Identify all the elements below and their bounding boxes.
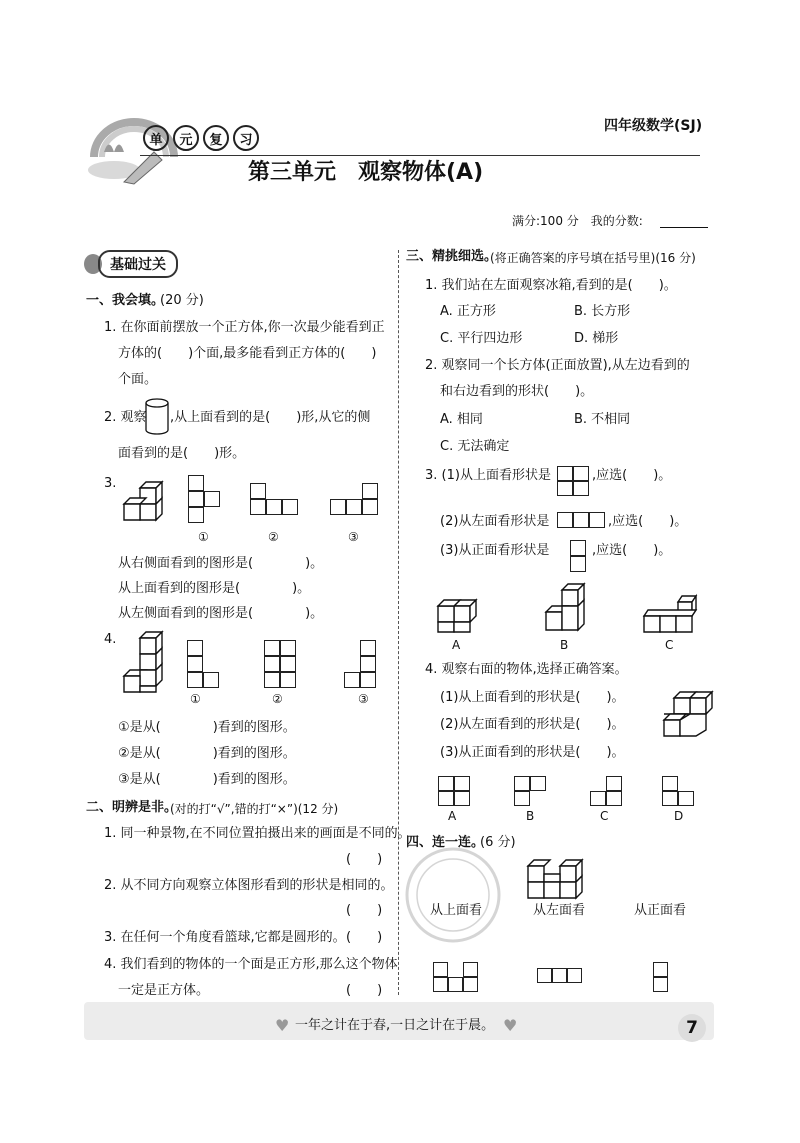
tf-paren-3: ( ) (346, 930, 383, 945)
q4-number: 4. (104, 632, 117, 647)
page-number (678, 1014, 706, 1042)
q3-answer-3: 从左侧面看到的图形是( )。 (118, 606, 324, 621)
grade-label: 四年级数学(SJ) (604, 118, 703, 134)
badge-char: 复 (203, 125, 229, 151)
mc-q3-3-text: (3)从正面看形状是 (440, 543, 550, 558)
q4-view-2 (264, 640, 296, 688)
badge-char: 习 (233, 125, 259, 151)
tf-item-4: 4. 我们看到的物体的一个面是正方形,那么这个物体 (104, 957, 398, 972)
match-view-top: 从上面看 (430, 903, 483, 918)
q4-answer-2: ②是从( )看到的图形。 (118, 746, 296, 761)
header-rule (140, 155, 700, 156)
mc-q4-option-b (514, 776, 546, 806)
q3-answer-2: 从上面看到的图形是( )。 (118, 581, 311, 596)
mc-q2-opt-b: B. 不相同 (574, 412, 631, 427)
mc-q3-label-a: A (452, 638, 461, 652)
mc-q3-option-b (540, 584, 596, 636)
tf-item-3: 3. 在任何一个角度看篮球,它都是圆形的。 (104, 930, 346, 945)
mc-q4-label-a: A (448, 809, 457, 823)
part4-heading: 四、连一连。 (406, 835, 485, 850)
mc-q4-object (660, 688, 712, 740)
mc-q4-label-c: C (600, 809, 609, 823)
mc-q3-1-choice: ,应选( )。 (592, 468, 672, 483)
mc-q3-top-shape (557, 466, 589, 496)
badge-char: 单 (143, 125, 169, 151)
q1-line2: 方体的( )个面,最多能看到正方体的( ) (118, 346, 377, 361)
part2-heading: 二、明辨是非。 (86, 800, 178, 815)
cylinder-icon (144, 398, 170, 436)
match-shape-3 (653, 962, 668, 992)
match-shape-2 (537, 968, 582, 983)
mc-q1-opt-d: D. 梯形 (574, 331, 619, 346)
mc-q1-opt-b: B. 长方形 (574, 304, 631, 319)
tf-item-2: 2. 从不同方向观察立体图形看到的形状是相同的。 (104, 878, 394, 893)
q3-label-2: ② (268, 530, 279, 544)
mc-q1-opt-a: A. 正方形 (440, 304, 496, 319)
page-title: 第三单元 观察物体(A) (248, 160, 484, 185)
q3-answer-1: 从右侧面看到的图形是( )。 (118, 556, 324, 571)
q3-view-1 (188, 475, 220, 523)
mc-q4-3: (3)从正面看到的形状是( )。 (440, 745, 625, 760)
q4-answer-1: ①是从( )看到的图形。 (118, 720, 296, 735)
q3-label-1: ① (198, 530, 209, 544)
q1-line1: 1. 在你面前摆放一个正方体,你一次最少能看到正 (104, 320, 385, 335)
tf-paren-4: ( ) (346, 983, 383, 998)
mc-q4: 4. 观察右面的物体,选择正确答案。 (425, 662, 628, 677)
mc-q4-option-c (590, 776, 622, 806)
mc-q3-1-text: 3. (1)从上面看形状是 (425, 468, 551, 483)
q4-label-2: ② (272, 692, 283, 706)
mc-q3-option-a (432, 592, 488, 636)
q3-number: 3. (104, 476, 117, 491)
watermark-stamp (398, 840, 508, 950)
q4-view-1 (187, 640, 219, 688)
score-line: 满分:100 分 我的分数: (512, 214, 643, 228)
match-view-front: 从正面看 (634, 903, 687, 918)
tf-item-4-line2: 一定是正方体。 (118, 983, 210, 998)
mc-q3-3-choice: ,应选( )。 (592, 543, 672, 558)
mc-q4-option-d (662, 776, 694, 806)
q4-cube-stack (118, 632, 168, 698)
mc-q2-opt-c: C. 无法确定 (440, 439, 510, 454)
unit-review-badge (143, 125, 259, 151)
part1-points: (20 分) (160, 293, 204, 308)
part3-heading: 三、精挑细选。 (406, 249, 498, 264)
q4-view-3 (344, 640, 376, 688)
q2-line2: 面看到的是( )形。 (118, 446, 246, 461)
part3-note: (将正确答案的序号填在括号里)(16 分) (490, 251, 696, 265)
q3-view-2 (250, 483, 298, 515)
mc-q3-2-choice: ,应选( )。 (608, 514, 688, 529)
q4-label-3: ③ (358, 692, 369, 706)
heart-icon: ♥ (275, 1016, 290, 1035)
mc-q1-opt-c: C. 平行四边形 (440, 331, 523, 346)
mc-q4-2: (2)从左面看到的形状是( )。 (440, 717, 625, 732)
part2-note: (对的打“√”,错的打“×”)(12 分) (170, 802, 339, 816)
mc-q4-option-a (438, 776, 470, 806)
mc-q2-line2: 和右边看到的形状( )。 (440, 384, 594, 399)
mc-q2-line1: 2. 观察同一个长方体(正面放置),从左边看到的 (425, 358, 690, 373)
mc-q3-option-c (640, 592, 700, 636)
mc-q3-label-c: C (665, 638, 674, 652)
section-badge-label: 基础过关 (98, 250, 178, 278)
q4-label-1: ① (190, 692, 201, 706)
q2-text: ,从上面看到的是( )形,从它的侧 (170, 410, 371, 425)
mc-q1: 1. 我们站在左面观察冰箱,看到的是( )。 (425, 278, 677, 293)
tf-paren-2: ( ) (346, 903, 383, 918)
mc-q2-opt-a: A. 相同 (440, 412, 483, 427)
mc-q3-label-b: B (560, 638, 569, 652)
q3-cube-stack (118, 478, 178, 526)
q3-label-3: ③ (348, 530, 359, 544)
section-badge (84, 250, 178, 278)
match-view-left: 从左面看 (533, 903, 586, 918)
q2-prefix: 2. 观察 (104, 410, 147, 425)
mc-q3-left-shape (557, 512, 605, 528)
heart-icon: ♥ (503, 1016, 518, 1035)
mc-q4-1: (1)从上面看到的形状是( )。 (440, 690, 625, 705)
footer-motto: 一年之计在于春,一日之计在于晨。 (295, 1018, 495, 1033)
tf-paren-1: ( ) (346, 852, 383, 867)
mc-q4-label-b: B (526, 809, 535, 823)
match-shape-1 (433, 962, 478, 992)
q4-answer-3: ③是从( )看到的图形。 (118, 772, 296, 787)
mc-q3-2-text: (2)从左面看形状是 (440, 514, 550, 529)
part1-heading: 一、我会填。 (86, 293, 165, 308)
match-object (524, 856, 584, 902)
mc-q4-label-d: D (674, 809, 684, 823)
badge-char: 元 (173, 125, 199, 151)
part4-points: (6 分) (480, 835, 516, 850)
q1-line3: 个面。 (118, 372, 158, 387)
q3-view-3 (330, 483, 378, 515)
page-number-label: 7 (686, 1018, 698, 1038)
score-blank (660, 227, 708, 228)
mc-q3-front-shape (570, 540, 586, 572)
tf-item-1: 1. 同一种景物,在不同位置拍摄出来的画面是不同的。 (104, 826, 411, 841)
